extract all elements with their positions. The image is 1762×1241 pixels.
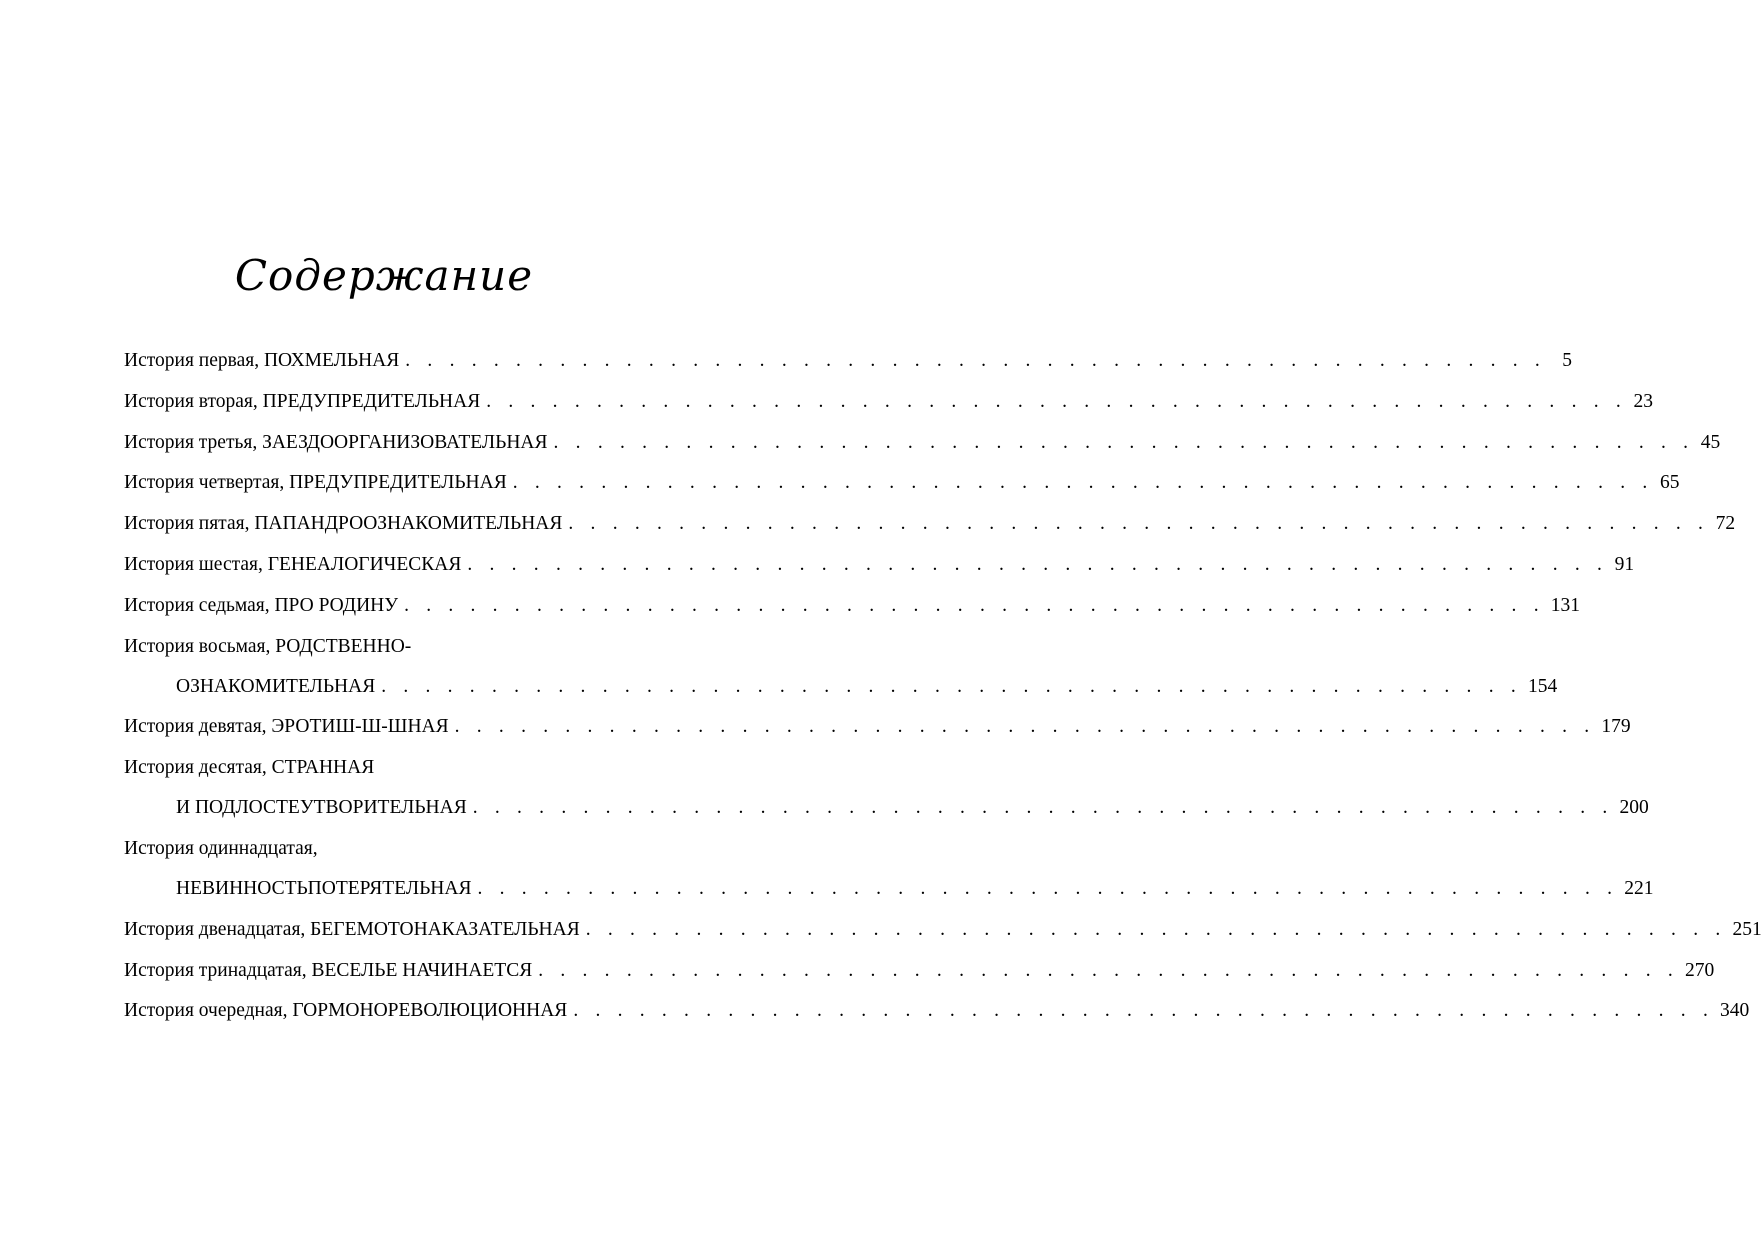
toc-dot-leader: . . . . . . . . . . . . . . . . . . . . . . . . . . . . . . . . . . . . . . . . . . . . . . . . . . . . [553, 431, 1695, 453]
toc-page-number: 270 [1684, 959, 1715, 981]
toc-page-number: 131 [1550, 594, 1581, 616]
toc-entry [124, 632, 1558, 702]
toc-entry [124, 712, 1631, 742]
toc-entry-line [124, 550, 1635, 580]
toc-entry [124, 468, 1680, 498]
toc-entry-title: История четвертая, ПРЕДУПРЕДИТЕЛЬНАЯ [124, 472, 507, 494]
toc-entry-line [124, 509, 1736, 539]
toc-dot-leader: . . . . . . . . . . . . . . . . . . . . . . . . . . . . . . . . . . . . . . . . . . . . . . . . . . . . [573, 1000, 1715, 1022]
toc-page-number: 154 [1527, 675, 1558, 697]
toc-dot-leader: . . . . . . . . . . . . . . . . . . . . . . . . . . . . . . . . . . . . . . . . . . . . . . . . . . . . [585, 918, 1727, 940]
toc-entry-title: История двенадцатая, БЕГЕМОТОНАКАЗАТЕЛЬНАЯ [124, 918, 580, 940]
toc-dot-leader: . . . . . . . . . . . . . . . . . . . . . . . . . . . . . . . . . . . . . . . . . . . . . . . . . . . . [477, 877, 1619, 899]
toc-dot-leader: . . . . . . . . . . . . . . . . . . . . . . . . . . . . . . . . . . . . . . . . . . . . . . . . . . . . [512, 472, 1654, 494]
toc-page-number: 221 [1624, 877, 1654, 899]
toc-page-number: 200 [1619, 797, 1649, 819]
toc-entry [124, 915, 1762, 945]
toc-entry-title: История одиннадцатая, [124, 837, 318, 859]
toc-page-number: 5 [1562, 350, 1572, 371]
toc-page-number: 179 [1601, 716, 1631, 738]
toc-entry-line [124, 834, 685, 864]
toc-dot-leader: . . . . . . . . . . . . . . . . . . . . . . . . . . . . . . . . . . . . . . . . . . . . . . . . . . . . [472, 797, 1614, 819]
toc-dot-leader: . . . . . . . . . . . . . . . . . . . . . . . . . . . . . . . . . . . . . . . . . . . . . . . . . . . . [404, 594, 1545, 616]
toc-entry-line [124, 996, 1750, 1026]
toc-entry-line [124, 632, 685, 662]
toc-entry-line [124, 346, 1572, 376]
toc-entry-title: История десятая, СТРАННАЯ [124, 757, 375, 779]
toc-entry [124, 834, 1654, 904]
toc-dot-leader: . . . . . . . . . . . . . . . . . . . . . . . . . . . . . . . . . . . . . . . . . . . . . . . . . . . . [538, 959, 1679, 981]
toc-entry-line [124, 468, 1680, 498]
toc-dot-leader: . . . . . . . . . . . . . . . . . . . . . . . . . . . . . . . . . . . . . . . . . . . . . . . . . . . . [381, 675, 1522, 697]
toc-entry-line [124, 783, 1649, 823]
toc-entry-line [124, 956, 1715, 986]
toc-page-number: 23 [1633, 390, 1653, 412]
toc-entry-line [124, 753, 685, 783]
toc-entry-title: История тринадцатая, ВЕСЕЛЬЕ НАЧИНАЕТСЯ [124, 959, 533, 981]
toc-entry-line [124, 712, 1631, 742]
toc-entry [124, 346, 1572, 376]
toc-entry [124, 550, 1635, 580]
toc-entry-title: ОЗНАКОМИТЕЛЬНАЯ [176, 675, 376, 697]
toc-entry [124, 996, 1750, 1026]
toc-dot-leader: . . . . . . . . . . . . . . . . . . . . . . . . . . . . . . . . . . . . . . . . . . . . . . . . . . . . [454, 716, 1596, 738]
toc-entry [124, 591, 1581, 621]
toc-page-number: 72 [1715, 513, 1736, 535]
page-title: Содержание [234, 251, 534, 300]
toc-dot-leader: . . . . . . . . . . . . . . . . . . . . . . . . . . . . . . . . . . . . . . . . . . . . . . . . . . . . [568, 513, 1710, 535]
toc-page-number: 65 [1659, 472, 1680, 494]
toc-entry-line [124, 591, 1581, 621]
table-of-contents [124, 346, 1762, 1037]
toc-entry-title: История вторая, ПРЕДУПРЕДИТЕЛЬНАЯ [124, 390, 481, 412]
toc-entry-line [124, 864, 1654, 904]
toc-page-number: 251 [1732, 918, 1762, 940]
toc-entry-title: История девятая, ЭРОТИШ-Ш-ШНАЯ [124, 716, 449, 738]
toc-entry-title: НЕВИННОСТЬПОТЕРЯТЕЛЬНАЯ [176, 877, 472, 899]
toc-entry-title: История очередная, ГОРМОНОРЕВОЛЮЦИОННАЯ [124, 1000, 568, 1022]
toc-entry-line [124, 662, 1558, 702]
toc-page-number: 340 [1720, 1000, 1750, 1022]
toc-entry-title: История третья, ЗАЕЗДООРГАНИЗОВАТЕЛЬНАЯ [124, 431, 548, 453]
toc-entry [124, 428, 1721, 458]
toc-entry [124, 753, 1649, 823]
toc-entry-title: История седьмая, ПРО РОДИНУ [124, 594, 399, 616]
toc-entry-title: И ПОДЛОСТЕУТВОРИТЕЛЬНАЯ [176, 797, 467, 819]
toc-entry-line [124, 915, 1762, 945]
toc-entry-line [124, 428, 1721, 458]
toc-page-number: 91 [1614, 553, 1635, 575]
toc-entry [124, 509, 1736, 539]
toc-entry-title: История восьмая, РОДСТВЕННО- [124, 635, 412, 657]
toc-entry-title: История шестая, ГЕНЕАЛОГИЧЕСКАЯ [124, 553, 462, 575]
toc-dot-leader: . . . . . . . . . . . . . . . . . . . . . . . . . . . . . . . . . . . . . . . . . . . . . . . . . . . . [405, 350, 1546, 371]
toc-page-number: 45 [1700, 431, 1721, 453]
toc-dot-leader: . . . . . . . . . . . . . . . . . . . . . . . . . . . . . . . . . . . . . . . . . . . . . . . . . . . . [486, 390, 1627, 412]
toc-entry [124, 956, 1715, 986]
toc-entry-title: История пятая, ПАПАНДРООЗНАКОМИТЕЛЬНАЯ [124, 513, 563, 535]
toc-dot-leader: . . . . . . . . . . . . . . . . . . . . . . . . . . . . . . . . . . . . . . . . . . . . . . . . . . . . [467, 553, 1609, 575]
toc-entry-title: История первая, ПОХМЕЛЬНАЯ [124, 350, 400, 371]
toc-entry [124, 387, 1653, 417]
toc-entry-line [124, 387, 1653, 417]
